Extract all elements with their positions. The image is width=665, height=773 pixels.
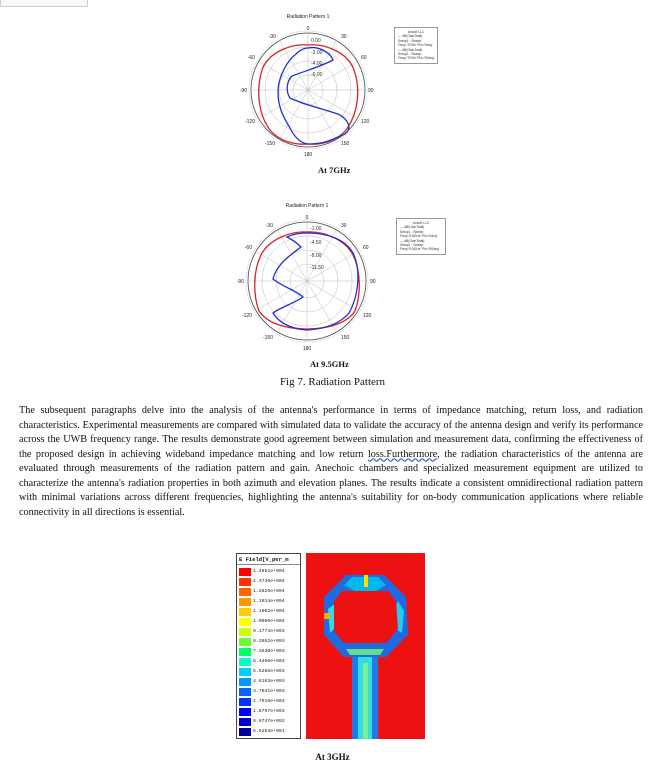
scale-row <box>239 677 299 687</box>
angle-label: -150 <box>264 141 275 147</box>
scale-swatch <box>239 728 251 736</box>
scale-row <box>239 627 299 637</box>
scale-row <box>239 667 299 677</box>
scale-row <box>239 587 299 597</box>
angle-label: -90 <box>239 88 247 94</box>
scale-row <box>239 597 299 607</box>
legend-line: Setup1 : Sweep <box>400 243 424 248</box>
legend-line: — dB(GainTotal) <box>400 225 425 230</box>
plot-caption: At 7GHz <box>318 165 351 175</box>
efield-title: E Field[V_per_m <box>237 554 300 565</box>
scale-value: 5.5286e+003 <box>253 669 285 674</box>
plot-title: Radiation Pattern 1 <box>285 203 329 209</box>
scale-row <box>239 687 299 697</box>
angle-label: -30 <box>268 34 276 40</box>
scale-row <box>239 707 299 717</box>
legend-line: Freq='7GHz' Phi='90deg' <box>398 56 435 61</box>
radial-label: -11.50 <box>310 265 324 271</box>
angle-label: 150 <box>341 141 350 147</box>
efield-caption: At 3GHz <box>315 752 350 762</box>
body-paragraph <box>19 404 643 520</box>
legend-line: Freq='9.5GHz' Phi='0deg' <box>400 234 438 239</box>
scale-value: 1.1002e+004 <box>253 609 285 614</box>
scale-value: 1.2826e+004 <box>253 589 285 594</box>
plot-legend <box>394 27 438 64</box>
radial-label: -1.00 <box>310 226 322 232</box>
angle-label: -120 <box>241 313 252 319</box>
scale-row <box>239 647 299 657</box>
legend-line: Ansoft LLC <box>412 221 430 225</box>
legend-line: Setup1 : Sweep <box>398 52 422 57</box>
scale-value: 5.5253e+001 <box>253 729 285 734</box>
scale-swatch <box>239 708 251 716</box>
angle-label: 30 <box>341 34 347 40</box>
scale-row <box>239 567 299 577</box>
legend-line: Setup1 : Sweep <box>398 38 422 43</box>
angle-label: -90 <box>236 279 244 285</box>
scale-value: 2.7919e+003 <box>253 699 285 704</box>
scale-row <box>239 657 299 667</box>
angle-label: 0 <box>306 26 310 32</box>
angle-label: 0 <box>305 215 309 221</box>
efield-map <box>306 553 425 739</box>
plot-caption: At 9.5GHz <box>310 359 349 369</box>
scale-row <box>239 607 299 617</box>
paragraph-text: , the radiation characteristics of the antenna are evaluated through measurements of the radiation pattern and gain. Anechoic chambers and specialized measurement equipment are utilized to characterize the antenna's radiation properties in both azimuth and elevation planes. The results indicate a consistent omnidirectional radiation pattern with minimal variations across different frequencies, highlighting the antenna's suitability for on-body communication applications where reliable connectivity in all directions is essential. <box>19 448 643 518</box>
legend-line: — dB(GainTotal) <box>398 34 423 39</box>
radial-label: -2.00 <box>311 50 323 56</box>
legend-line: Setup1 : Sweep <box>400 229 424 234</box>
angle-label: -60 <box>247 55 255 61</box>
scale-swatch <box>239 588 251 596</box>
polar-grid <box>248 222 366 340</box>
angle-label: -150 <box>262 335 273 341</box>
scale-value: 1.3739e+004 <box>253 579 285 584</box>
legend-line: — dB(GainTotal) <box>398 47 423 52</box>
scale-row <box>239 617 299 627</box>
scale-value: 1.8797e+003 <box>253 709 285 714</box>
scale-value: 1.0090e+004 <box>253 619 285 624</box>
scale-swatch <box>239 658 251 666</box>
angle-label: 60 <box>363 245 369 251</box>
efield-color-scale <box>236 553 301 739</box>
legend-line: — dB(GainTotal) <box>400 238 425 243</box>
scale-swatch <box>239 628 251 636</box>
scale-value: 6.4408e+003 <box>253 659 285 664</box>
scale-swatch <box>239 718 251 726</box>
scale-value: 8.2652e+003 <box>253 639 285 644</box>
scale-row <box>239 717 299 727</box>
scale-value: 1.4651e+004 <box>253 569 285 574</box>
scale-swatch <box>239 568 251 576</box>
legend-line: Ansoft LLC <box>407 30 425 34</box>
angle-label: 150 <box>341 335 350 341</box>
scale-swatch <box>239 668 251 676</box>
angle-label: 120 <box>363 313 372 319</box>
angle-label: -60 <box>244 245 252 251</box>
radial-label: -6.00 <box>311 72 323 78</box>
antenna-ring <box>324 575 408 657</box>
scale-swatch <box>239 638 251 646</box>
angle-label: 180 <box>302 346 312 352</box>
scale-swatch <box>239 598 251 606</box>
radial-label: -4.50 <box>310 240 322 246</box>
angle-label: 90 <box>370 279 376 285</box>
scale-swatch <box>239 618 251 626</box>
angle-label: 30 <box>341 223 347 229</box>
angle-label: 60 <box>361 55 367 61</box>
angle-label: 120 <box>361 119 370 125</box>
plot-title: Radiation Pattern 1 <box>286 14 330 20</box>
scale-swatch <box>239 688 251 696</box>
scale-value: 9.6747e+002 <box>253 719 285 724</box>
scale-swatch <box>239 608 251 616</box>
figure-caption: Fig 7. Radiation Pattern <box>279 376 386 388</box>
legend-line: Freq='9.5GHz' Phi='90deg' <box>400 247 440 252</box>
scale-value: 4.6163e+003 <box>253 679 285 684</box>
angle-label: 90 <box>368 88 374 94</box>
angle-label: 180 <box>303 152 313 158</box>
scale-swatch <box>239 578 251 586</box>
scale-row <box>239 577 299 587</box>
angle-label: -30 <box>265 223 273 229</box>
scale-swatch <box>239 648 251 656</box>
scale-row <box>239 637 299 647</box>
scale-swatch <box>239 678 251 686</box>
scale-swatch <box>239 698 251 706</box>
radial-label: 0.00 <box>311 38 321 44</box>
scale-value: 1.1914e+004 <box>253 599 285 604</box>
plot-legend <box>396 218 446 255</box>
scale-value: 7.3530e+003 <box>253 649 285 654</box>
angle-label: -120 <box>244 119 255 125</box>
scale-value: 3.7041e+003 <box>253 689 285 694</box>
scale-value: 9.1774e+003 <box>253 629 285 634</box>
trace-blue <box>273 233 358 330</box>
legend-line: Freq='7GHz' Phi='0deg' <box>398 43 433 48</box>
polar-plot-9-5ghz <box>227 199 387 354</box>
radial-label: -8.00 <box>310 253 322 259</box>
antenna-feed <box>352 657 378 739</box>
radial-label: -4.00 <box>311 61 323 67</box>
scale-row <box>239 697 299 707</box>
paragraph-text: The subsequent paragraphs delve into the analysis of the antenna's performance in terms of impedance matching, return loss, and radiation characteristics. Experimental measurements are compared with simulated data to validate the accuracy of the antenna design and verify its performance across the UWB frequency range. The results demonstrate good agreement between simulation and measurement data, confirming the effectiveness of the proposed design in achieving wideband impedance matching and low return <box>19 405 643 460</box>
spellcheck-word: loss.Furthermore <box>367 448 438 460</box>
polar-plot-7ghz <box>228 10 388 160</box>
scale-row <box>239 727 299 737</box>
cropped-toolbar-fragment <box>0 0 88 7</box>
